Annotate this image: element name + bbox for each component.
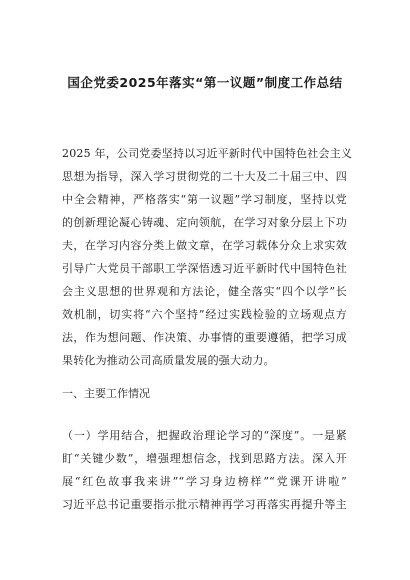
- paragraph-line: 夫，在学习内容分类上做文章，在学习载体分众上求实效: [62, 239, 347, 252]
- document-title: 国企党委2025年落实“第一议题”制度工作总结: [67, 75, 343, 90]
- paragraph-line: 习近平总书记重要指示批示精神再学习再落实再提升等主: [62, 498, 347, 511]
- paragraph-line: 引导广大党员干部职工学深悟透习近平新时代中国特色社: [62, 262, 347, 275]
- paragraph-line: 思想为指导，深入学习贯彻党的二十大及二十届三中、四: [62, 170, 347, 183]
- paragraph-line: 会主义思想的世界观和方法论，健全落实“四个以学”长: [62, 285, 347, 298]
- paragraph-line: 中全会精神，严格落实“第一议题”学习制度，坚持以党: [62, 193, 347, 206]
- paragraph-line: 的创新理论凝心铸魂、定向领航，在学习对象分层上下功: [62, 216, 347, 229]
- paragraph-line: 果转化为推动公司高质量发展的强大动力。: [62, 354, 275, 367]
- paragraph-line: 效机制，切实将“六个坚持”经过实践检验的立场观点方: [62, 308, 347, 321]
- section-heading: 一、主要工作情况: [62, 387, 150, 400]
- paragraph-line: 展“红色故事我来讲”“学习身边榜样”“党课开讲啦”: [62, 475, 347, 488]
- paragraph-line: 2025 年，公司党委坚持以习近平新时代中国特色社会主义: [62, 147, 353, 160]
- paragraph-line: （一）学用结合，把握政治理论学习的“深度”。一是紧: [62, 429, 347, 442]
- paragraph-line: 盯“关键少数”，增强理想信念，找到思路方法。深入开: [62, 452, 347, 465]
- paragraph-line: 法，作为想问题、作决策、办事情的重要遵循，把学习成: [62, 331, 347, 344]
